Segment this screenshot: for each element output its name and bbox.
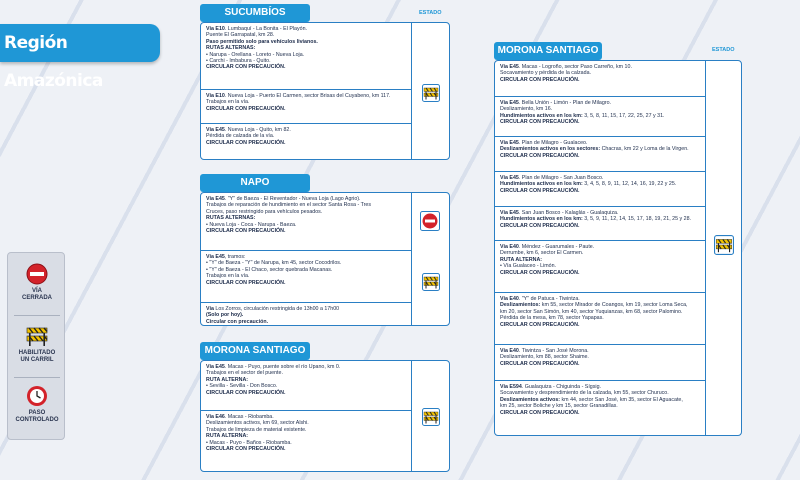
entry-line bbox=[206, 106, 407, 112]
entry-line-text: • Nueva Loja - Coca - Narupa - Baeza. bbox=[206, 221, 297, 228]
entry-line-text: 3, 4, 5, 8, 9, 11, 12, 14, 16, 19, 22 y 25. bbox=[582, 181, 677, 188]
entry-line-bold: Vía E46 bbox=[206, 414, 225, 420]
entry-line-text: Deslizamiento, km 88, sector Shaime. bbox=[500, 354, 589, 361]
morona-right-entry-8 bbox=[495, 345, 705, 381]
entry-line-bold: CIRCULAR CON PRECAUCIÓN. bbox=[500, 360, 580, 367]
morona-right-card bbox=[494, 60, 742, 436]
morona-left-entry-1 bbox=[201, 361, 411, 411]
entry-line-text: . Macas - Logroño, sector Paso Carreño, km 10. bbox=[518, 64, 632, 70]
legend-panel bbox=[7, 252, 65, 440]
entry-line-bold: CIRCULAR CON PRECAUCIÓN. bbox=[206, 279, 286, 286]
entry-line-bold: Vía E45 bbox=[206, 196, 225, 202]
entry-line-bold: CIRCULAR CON PRECAUCIÓN. bbox=[206, 446, 286, 453]
entry-line bbox=[206, 446, 407, 452]
entry-line-bold: Vía E40 bbox=[500, 296, 519, 302]
entry-line-text: Deslizamientos activos, km 69, sector Alshi. bbox=[206, 420, 309, 427]
entry-line-text: • Sevilla - Sevilla - Don Bosco. bbox=[206, 383, 278, 390]
entry-line-text: Trabajos de reparación de hundimiento en el sector Santa Rosa - Tres bbox=[206, 202, 371, 209]
morona-right-entry-1 bbox=[495, 61, 705, 97]
entry-line-bold: Vía E45 bbox=[500, 210, 519, 216]
entry-line-text: • "Y" de Baeza - "Y" de Narupa, km 45, sector Cocodrilos. bbox=[206, 260, 342, 267]
entry-line-bold: CIRCULAR CON PRECAUCIÓN. bbox=[500, 152, 580, 159]
no-entry-icon bbox=[420, 211, 440, 231]
morona-right-entry-5 bbox=[495, 207, 705, 241]
morona-right-entry-2 bbox=[495, 97, 705, 137]
entry-line-bold: CIRCULAR CON PRECAUCIÓN. bbox=[500, 409, 580, 416]
entry-line-text: • Macas - Puyo - Baños - Riobamba. bbox=[206, 439, 292, 446]
morona-right-entry-7 bbox=[495, 293, 705, 345]
entry-line bbox=[206, 390, 407, 396]
entry-line-text: Socavamiento y pérdida de la calzada. bbox=[500, 70, 591, 77]
morona-right-entry-9 bbox=[495, 381, 705, 436]
sucumbios-estado-label: ESTADO bbox=[419, 10, 442, 16]
napo-entry-1 bbox=[201, 193, 411, 251]
entry-line-text: Trabajos en el sector del puente. bbox=[206, 370, 283, 377]
entry-line-bold: CIRCULAR CON PRECAUCIÓN. bbox=[500, 222, 580, 229]
entry-line-bold: RUTA ALTERNA: bbox=[206, 376, 249, 383]
entry-line-text: Trabajos en la vía. bbox=[206, 273, 250, 280]
entry-line-text: Chacras, km 22 y Loma de la Virgen. bbox=[600, 146, 689, 153]
legend-item-controlled bbox=[8, 385, 66, 424]
entry-line-text: . Macas - Riobamba. bbox=[224, 414, 274, 420]
entry-line-text: km 55, sector Mirador de Coangos, km 19, sector Loma Seca, bbox=[540, 302, 688, 309]
entry-line bbox=[500, 119, 701, 125]
legend-label-2b: UN CARRIL bbox=[20, 357, 54, 363]
barrier-icon bbox=[714, 235, 734, 255]
morona-right-estado-label: ESTADO bbox=[712, 47, 735, 53]
region-title: Región Amazónica bbox=[0, 24, 160, 62]
entry-line-text: . "Y" de Patuca - Tiwintza. bbox=[518, 296, 580, 302]
entry-line-bold: RUTA ALTERNA: bbox=[206, 433, 249, 440]
entry-line-bold: Vía E45 bbox=[500, 100, 519, 106]
morona-left-card bbox=[200, 360, 450, 472]
entry-line-text: . "Y" de Baeza - El Reventador - Nueva Loja (Lago Agrio). bbox=[224, 196, 361, 202]
entry-line-bold: Vía E45 bbox=[500, 64, 519, 70]
entry-line-text: . Tiwintza - San José Morona. bbox=[518, 348, 589, 354]
entry-line-bold: (Solo por hoy). bbox=[206, 312, 244, 319]
entry-line-text: . Macas - Puyo, puente sobre el río Upano, km 0. bbox=[224, 364, 341, 370]
entry-line-text: Pérdida de calzada de la vía. bbox=[206, 133, 275, 140]
napo-header: NAPO bbox=[200, 174, 310, 192]
entry-line-bold: Vía E45 bbox=[206, 127, 225, 133]
entry-line bbox=[206, 319, 407, 325]
entry-line-text: Cruces, paso restringido para vehículos pesados. bbox=[206, 208, 323, 215]
sucumbios-entry-1 bbox=[201, 23, 411, 90]
entry-line-bold: CIRCULAR CON PRECAUCIÓN. bbox=[500, 119, 580, 126]
entry-line-bold: Vía E45 bbox=[206, 364, 225, 370]
entry-line-bold: Deslizamientos: bbox=[500, 302, 541, 309]
legend-label-3b: CONTROLADO bbox=[15, 417, 59, 423]
entry-line-text: km 20, sector San Simón, km 40, sector Yuquianzas, km 68, sector Palomino. bbox=[500, 308, 683, 315]
entry-line-text: 3, 5, 9, 11, 12, 14, 15, 17, 18, 19, 21, 25 y 28. bbox=[582, 216, 691, 223]
morona-right-entry-4 bbox=[495, 172, 705, 207]
entry-line-text: , tramos: bbox=[224, 254, 246, 260]
entry-line-text: Los Zorros, circulación restringida de 13h00 a 17h00 bbox=[213, 306, 340, 312]
clock-icon bbox=[26, 385, 48, 407]
morona-right-header: MORONA SANTIAGO bbox=[494, 42, 602, 60]
entry-line-bold: Deslizamientos activos: bbox=[500, 396, 561, 403]
entry-line-bold: Hundimientos activos en los km: bbox=[500, 112, 583, 119]
napo-card bbox=[200, 192, 450, 326]
entry-line-bold: Vía E45 bbox=[500, 175, 519, 181]
entry-line-bold: CIRCULAR CON PRECAUCIÓN. bbox=[206, 139, 286, 146]
entry-line-bold: CIRCULAR CON PRECAUCIÓN. bbox=[206, 64, 286, 71]
entry-line-bold: Vía E45 bbox=[206, 254, 225, 260]
entry-line-bold: CIRCULAR CON PRECAUCIÓN. bbox=[500, 76, 580, 83]
entry-line-bold: RUTAS ALTERNAS: bbox=[206, 215, 256, 222]
entry-line-bold: Paso permitido solo para vehículos livianos. bbox=[206, 38, 318, 45]
no-entry-icon bbox=[26, 263, 48, 285]
legend-label-1b: CERRADA bbox=[22, 295, 52, 301]
entry-line-text: . Lumbaquí - La Bonita - El Playón. bbox=[224, 26, 308, 32]
entry-line-bold: Vía E40 bbox=[500, 348, 519, 354]
entry-line-bold: Hundimientos activos en los km: bbox=[500, 216, 583, 223]
legend-label-1a: VÍA bbox=[31, 288, 42, 294]
entry-line bbox=[206, 280, 407, 286]
entry-line bbox=[500, 361, 701, 367]
entry-line-bold: CIRCULAR CON PRECAUCIÓN. bbox=[500, 321, 580, 328]
legend-label-2a: HABILITADO bbox=[18, 350, 56, 356]
morona-right-entry-3 bbox=[495, 137, 705, 172]
entry-line-text: Derrumbe, km 6, sector El Carmen. bbox=[500, 250, 584, 257]
entry-line-bold: Vía bbox=[206, 306, 214, 312]
entry-line-bold: Vía E594 bbox=[500, 384, 522, 390]
entry-line bbox=[500, 270, 701, 276]
barrier-icon bbox=[25, 325, 49, 347]
legend-item-one-lane bbox=[8, 325, 66, 364]
entry-line-text: Puente El Garrapatal, km 28. bbox=[206, 32, 275, 39]
entry-line-bold: RUTAS ALTERNAS: bbox=[206, 45, 256, 52]
napo-entry-3 bbox=[201, 303, 411, 327]
barrier-icon bbox=[422, 273, 440, 291]
entry-line-bold: Vía E10 bbox=[206, 26, 225, 32]
entry-line bbox=[500, 410, 701, 416]
entry-line bbox=[206, 64, 407, 70]
entry-line-text: . Bella Unión - Limón - Plan de Milagro. bbox=[518, 100, 612, 106]
sucumbios-entry-3 bbox=[201, 124, 411, 160]
entry-line-text: . Nueva Loja - Quito, km 82. bbox=[224, 127, 291, 133]
entry-line-bold: CIRCULAR CON PRECAUCIÓN. bbox=[206, 228, 286, 235]
entry-line-text: . Plan de Milagro - Gualaceo. bbox=[518, 140, 588, 146]
entry-line-text: . Plan de Milagro - San Juan Bosco. bbox=[518, 175, 604, 181]
entry-line-text: Trabajos de limpieza de material existente. bbox=[206, 426, 307, 433]
entry-line-text: Pérdida de la mesa, km 78, sector Yapapas. bbox=[500, 315, 604, 322]
entry-line-text: • Carchi - Imbabura - Quito. bbox=[206, 58, 271, 65]
entry-line-text: km 25, sector Boliche y km 15, sector Granadillas. bbox=[500, 403, 618, 410]
entry-line-text: . Nueva Loja - Puerto El Carmen, sector Brisas del Cuyabeno, km 117. bbox=[224, 93, 391, 99]
entry-line-text: • Narupa - Orellana - Loreto - Nueva Loja. bbox=[206, 51, 305, 58]
entry-line-text: . Méndez - Guarumales - Paute. bbox=[518, 244, 595, 250]
barrier-icon bbox=[422, 408, 440, 426]
morona-left-header: MORONA SANTIAGO bbox=[200, 342, 310, 360]
barrier-icon bbox=[422, 84, 440, 102]
entry-line bbox=[500, 223, 701, 229]
entry-line-text: . Gualaquiza - Chiguinda - Sígsig. bbox=[521, 384, 601, 390]
entry-line-bold: Vía E10 bbox=[206, 93, 225, 99]
entry-line-bold: CIRCULAR CON PRECAUCIÓN. bbox=[500, 269, 580, 276]
entry-line-text: . San Juan Bosco - Kalaglás - Gualaquiza. bbox=[518, 210, 619, 216]
entry-line-bold: CIRCULAR CON PRECAUCIÓN. bbox=[206, 389, 286, 396]
entry-line bbox=[500, 153, 701, 159]
morona-left-entry-2 bbox=[201, 411, 411, 471]
entry-line bbox=[500, 322, 701, 328]
legend-item-closed bbox=[8, 263, 66, 302]
entry-line bbox=[206, 140, 407, 146]
entry-line-bold: RUTA ALTERNA: bbox=[500, 256, 543, 263]
entry-line-text: km 44, sector San José, km 35, sector El Aguacate, bbox=[560, 396, 683, 403]
entry-line-bold: Circular con precaución. bbox=[206, 318, 269, 325]
entry-line bbox=[500, 188, 701, 194]
sucumbios-entry-2 bbox=[201, 90, 411, 124]
entry-line-text: • Vía Gualaceo - Limón. bbox=[500, 263, 557, 270]
entry-line-bold: Hundimientos activos en los km: bbox=[500, 181, 583, 188]
entry-line-text: Socavamiento y desprendimiento de la calzada, km 55, sector Churuco. bbox=[500, 390, 669, 397]
morona-right-entry-6 bbox=[495, 241, 705, 293]
entry-line-bold: Vía E45 bbox=[500, 140, 519, 146]
entry-line bbox=[206, 228, 407, 234]
entry-line-bold: CIRCULAR CON PRECAUCIÓN. bbox=[500, 187, 580, 194]
entry-line-bold: Vía E40 bbox=[500, 244, 519, 250]
sucumbios-card bbox=[200, 22, 450, 160]
entry-line-text: Trabajos en la vía. bbox=[206, 99, 250, 106]
entry-line-text: Deslizamiento, km 16. bbox=[500, 106, 553, 113]
sucumbios-header: SUCUMBÍOS bbox=[200, 4, 310, 22]
napo-entry-2 bbox=[201, 251, 411, 303]
entry-line-bold: CIRCULAR CON PRECAUCIÓN. bbox=[206, 105, 286, 112]
legend-label-3a: PASO bbox=[28, 410, 46, 416]
entry-line-text: 3, 5, 8, 11, 15, 17, 22, 25, 27 y 31. bbox=[582, 112, 665, 119]
entry-line bbox=[500, 77, 701, 83]
entry-line-text: • "Y" de Baeza - El Chaco, sector quebrada Macanas. bbox=[206, 266, 333, 273]
entry-line-bold: Deslizamientos activos en los sectores: bbox=[500, 146, 601, 153]
